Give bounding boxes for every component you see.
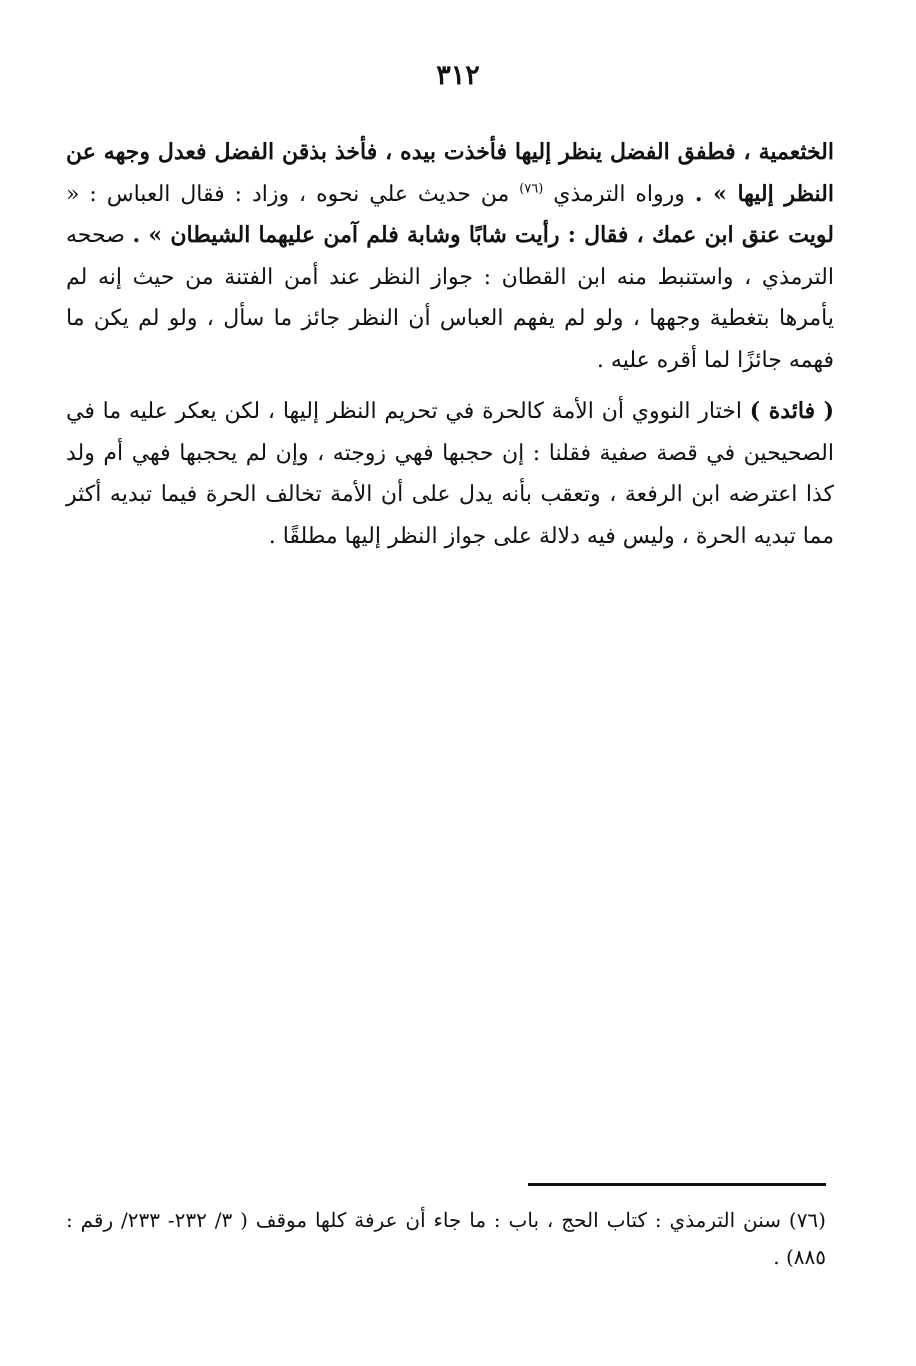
tirmidhi-narration: ورواه الترمذي — [543, 181, 695, 207]
benefit-text: اختار النووي أن الأمة كالحرة في تحريم النظر إليها ، لكن يعكر عليه ما في الصحيحين في قصة صفية فقلنا : إن حجبها فهي زوجته ، وإن لم يحجبها فهي أم ولد كذا اعترضه ابن الرفعة ، وتعقب بأنه يدل على أن الأمة تخالف الحرة فيما تبديه أكثر مما تبديه الحرة ، وليس فيه دلالة على جواز النظر إليها مطلقًا . — [66, 399, 834, 549]
paragraph-hadith — [66, 132, 834, 381]
hadith-quote-bold: الخثعمية ، فطفق الفضل ينظر إليها فأخذت بيده ، فأخذ بذقن الفضل فعدل وجهه عن النظر إليها » . — [66, 139, 834, 207]
narration-addition: من حديث علي نحوه ، وزاد : فقال العباس : « — [66, 181, 520, 207]
abbas-quote-bold: لويت عنق ابن عمك ، فقال : رأيت شابًا وشابة فلم آمن عليهما الشيطان » . — [132, 222, 834, 248]
main-text — [66, 132, 834, 557]
paragraph-benefit — [66, 391, 834, 557]
footnote-divider — [528, 1183, 826, 1186]
page-number: ٣١٢ — [436, 60, 480, 91]
commentary-text: صححه الترمذي ، واستنبط منه ابن القطان : جواز النظر عند أمن الفتنة من حيث إنه لم يأمرها بتغطية وجهها ، ولو لم يفهم العباس أن النظر جائز ما سأل ، ولو لم يكن ما فهمه جائزًا لما أقره عليه . — [66, 223, 834, 373]
footnote: (٧٦) سنن الترمذي : كتاب الحج ، باب : ما جاء أن عرفة كلها موقف ( ٣/ ٢٣٢- ٢٣٣/ رقم : ٨٨٥) . — [66, 1208, 826, 1269]
benefit-label: ( فائدة ) — [749, 398, 834, 424]
footnote-reference: (٧٦) — [519, 181, 544, 197]
